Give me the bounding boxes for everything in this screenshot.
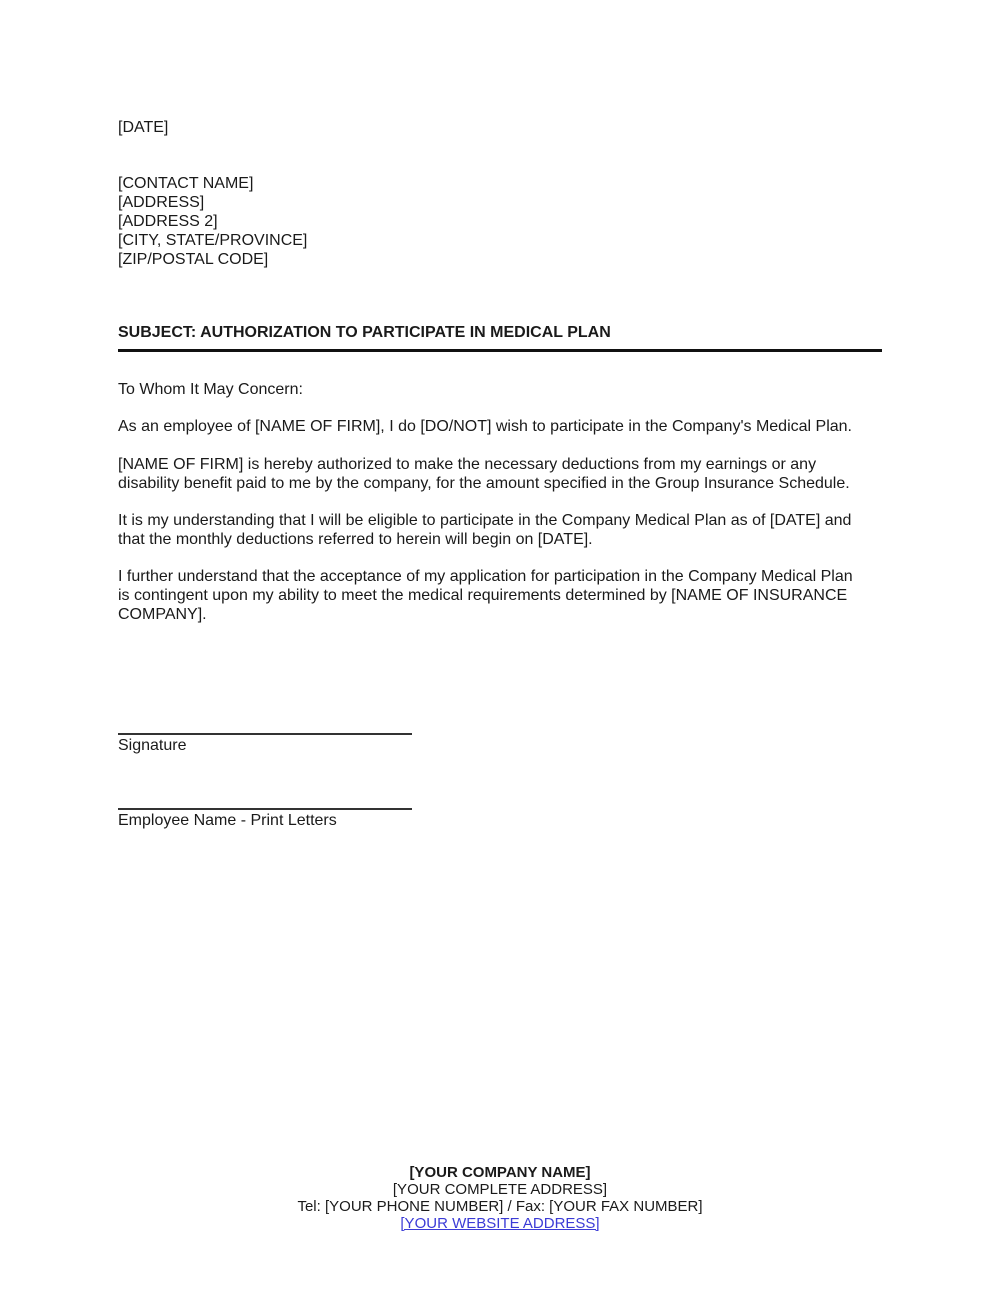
signature-label: Signature bbox=[118, 737, 187, 754]
footer-address: [YOUR COMPLETE ADDRESS] bbox=[392, 1181, 608, 1198]
recipient-city-state: [CITY, STATE/PROVINCE] bbox=[118, 232, 308, 249]
paragraph-participation bbox=[118, 417, 888, 436]
letterhead-footer bbox=[0, 1164, 1000, 1232]
salutation: To Whom It May Concern: bbox=[118, 381, 303, 398]
subject-heading: SUBJECT: AUTHORIZATION TO PARTICIPATE IN MEDICAL PLAN bbox=[118, 324, 611, 341]
recipient-postal-code: [ZIP/POSTAL CODE] bbox=[118, 251, 269, 268]
employee-name-label: Employee Name - Print Letters bbox=[118, 812, 337, 829]
paragraph-line: [NAME OF FIRM] is hereby authorized to make the necessary deductions from my earnings or any bbox=[118, 456, 817, 473]
paragraph-deductions bbox=[118, 455, 888, 493]
signature-line bbox=[118, 733, 412, 735]
paragraph-line: is contingent upon my ability to meet the medical requirements determined by [NAME OF INSURANCE bbox=[118, 587, 848, 604]
subject-divider bbox=[118, 349, 882, 352]
letter-date: [DATE] bbox=[118, 119, 169, 136]
recipient-address-line-1: [ADDRESS] bbox=[118, 194, 205, 211]
paragraph-eligibility bbox=[118, 511, 888, 549]
paragraph-line: disability benefit paid to me by the company, for the amount specified in the Group Insurance Schedule. bbox=[118, 475, 850, 492]
paragraph-line: COMPANY]. bbox=[118, 606, 207, 623]
paragraph-line: that the monthly deductions referred to herein will begin on [DATE]. bbox=[118, 531, 593, 548]
paragraph-line: It is my understanding that I will be eligible to participate in the Company Medical Plan as of [DATE] and bbox=[118, 512, 852, 529]
paragraph-line: As an employee of [NAME OF FIRM], I do [DO/NOT] wish to participate in the Company's Medical Plan. bbox=[118, 418, 852, 435]
footer-company-name: [YOUR COMPANY NAME] bbox=[409, 1164, 591, 1181]
paragraph-line: I further understand that the acceptance of my application for participation in the Company Medical Plan bbox=[118, 568, 853, 585]
footer-website-link[interactable]: [YOUR WEBSITE ADDRESS] bbox=[400, 1215, 600, 1232]
recipient-address bbox=[118, 174, 307, 269]
employee-name-line bbox=[118, 808, 412, 810]
footer-contact: Tel: [YOUR PHONE NUMBER] / Fax: [YOUR FAX NUMBER] bbox=[297, 1198, 703, 1215]
recipient-contact-name: [CONTACT NAME] bbox=[118, 175, 254, 192]
recipient-address-line-2: [ADDRESS 2] bbox=[118, 213, 218, 230]
paragraph-acceptance bbox=[118, 567, 888, 624]
